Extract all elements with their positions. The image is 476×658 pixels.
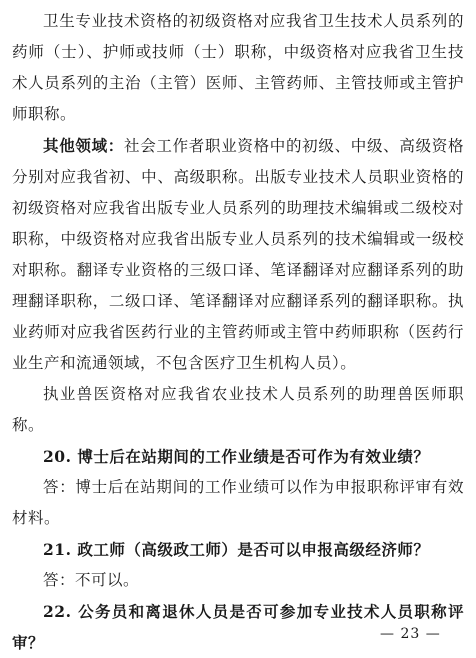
paragraph-health-qualification: 卫生专业技术资格的初级资格对应我省卫生技术人员系列的药师（士）、护师或技师（士）职称，中级资格对应我省卫生技术人员系列的主治（主管）医师、主管药师、主管技师或主管护师职称。	[12, 12, 464, 123]
answer-20: 答：博士后在站期间的工作业绩可以作为申报职称评审有效材料。	[12, 478, 464, 527]
document-body	[12, 6, 464, 658]
question-22: 22. 公务员和离退休人员是否可参加专业技术人员职称评审？	[12, 602, 464, 652]
question-21: 21. 政工师（高级政工师）是否可以申报高级经济师？	[43, 540, 430, 559]
other-fields-label: 其他领域：	[43, 136, 124, 155]
paragraph-other-fields	[12, 130, 464, 379]
answer-21: 答：不可以。	[43, 571, 140, 589]
question-20: 20. 博士后在站期间的工作业绩是否可作为有效业绩？	[43, 447, 430, 466]
page-number: — 23 —	[380, 626, 441, 642]
other-fields-text: 社会工作者职业资格中的初级、中级、高级资格分别对应我省初、中、高级职称。出版专业技术人员职业资格的初级资格对应我省出版专业人员系列的助理技术编辑或二级校对职称，中级资格对应我省出版专业人员系列的技术编辑或一级校对职称。翻译专业资格的三级口译、笔译翻译对应翻译系列的助理翻译职称，二级口译、笔译翻译对应翻译系列的翻译职称。执业药师对应我省医药行业的主管药师或主管中药师职称（医药行业生产和流通领域，不包含医疗卫生机构人员）。	[12, 137, 464, 372]
paragraph-veterinary: 执业兽医资格对应我省农业技术人员系列的助理兽医师职称。	[12, 385, 464, 434]
